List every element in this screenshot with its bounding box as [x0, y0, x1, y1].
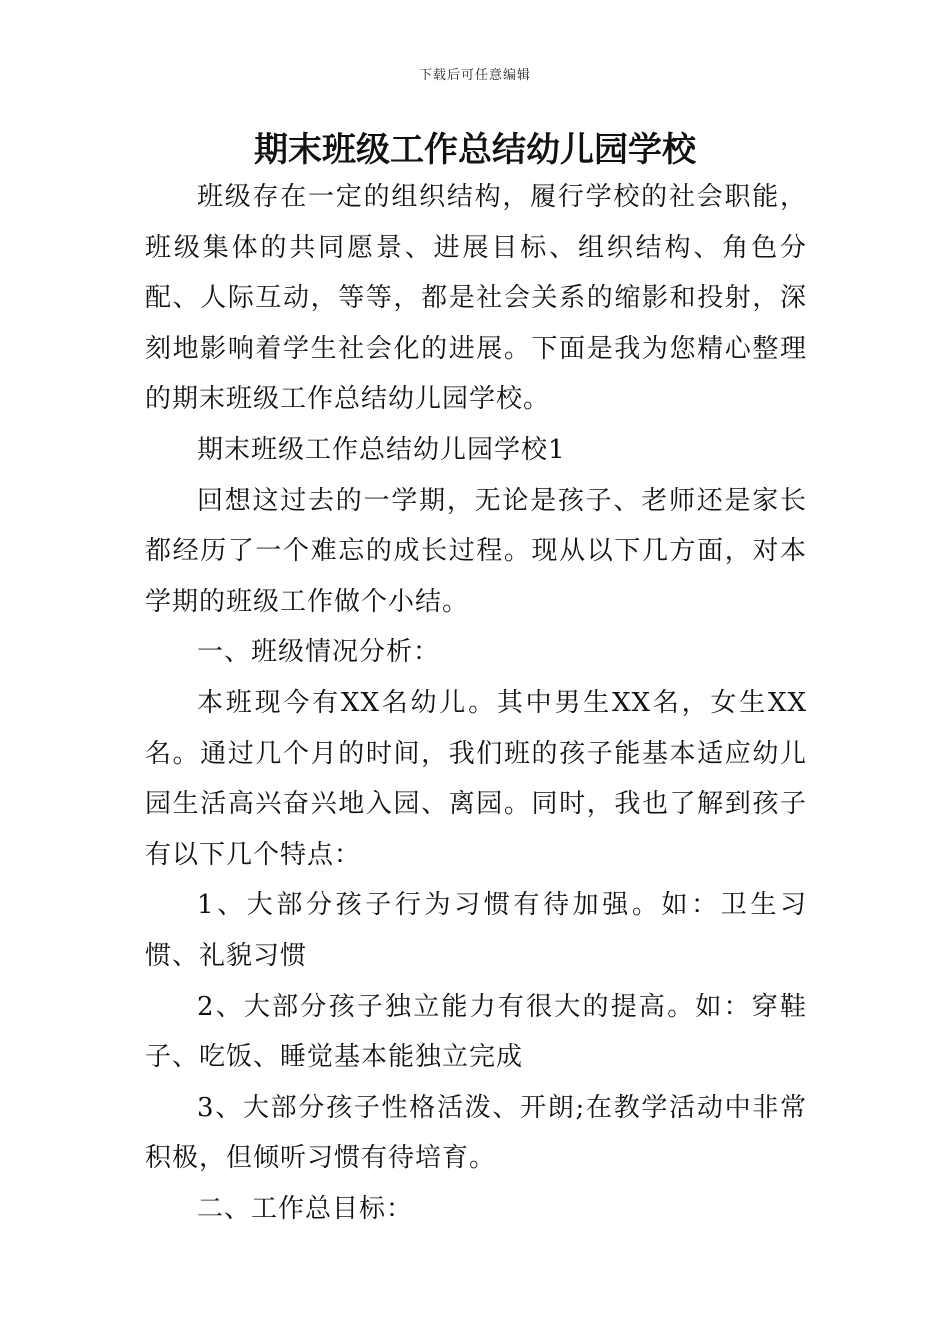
paragraph-section-heading: 期末班级工作总结幼儿园学校1: [197, 434, 566, 465]
paragraph-heading-class-analysis: 一、班级情况分析：: [197, 637, 441, 668]
page-header-note: 下载后可任意编辑: [418, 68, 531, 83]
paragraph-intro: 班级存在一定的组织结构，履行学校的社会职能，班级集体的共同愿景、进展目标、组织结构、角色分配、人际互动，等等，都是社会关系的缩影和投射，深刻地影响着学生社会化的进展。下面是我为您精心整理的期末班级工作总结幼儿园学校。: [145, 182, 807, 415]
paragraph-point-2: 2、大部分孩子独立能力有很大的提高。如：穿鞋子、吃饭、睡觉基本能独立完成: [145, 991, 807, 1073]
paragraph-point-3: 3、大部分孩子性格活泼、开朗;在教学活动中非常积极，但倾听习惯有待培育。: [145, 1092, 807, 1174]
paragraph-class-analysis: 本班现今有XX名幼儿。其中男生XX名，女生XX名。通过几个月的时间，我们班的孩子能基本适应幼儿园生活高兴奋兴地入园、离园。同时，我也了解到孩子有以下几个特点：: [145, 687, 807, 870]
document-title: 期末班级工作总结幼儿园学校: [254, 130, 696, 170]
paragraph-review: 回想这过去的一学期，无论是孩子、老师还是家长都经历了一个难忘的成长过程。现从以下几方面，对本学期的班级工作做个小结。: [145, 485, 807, 617]
document-body: [145, 172, 807, 1234]
paragraph-heading-work-goals: 二、工作总目标：: [197, 1193, 414, 1224]
paragraph-point-1: 1、大部分孩子行为习惯有待加强。如：卫生习惯、礼貌习惯: [145, 890, 807, 971]
